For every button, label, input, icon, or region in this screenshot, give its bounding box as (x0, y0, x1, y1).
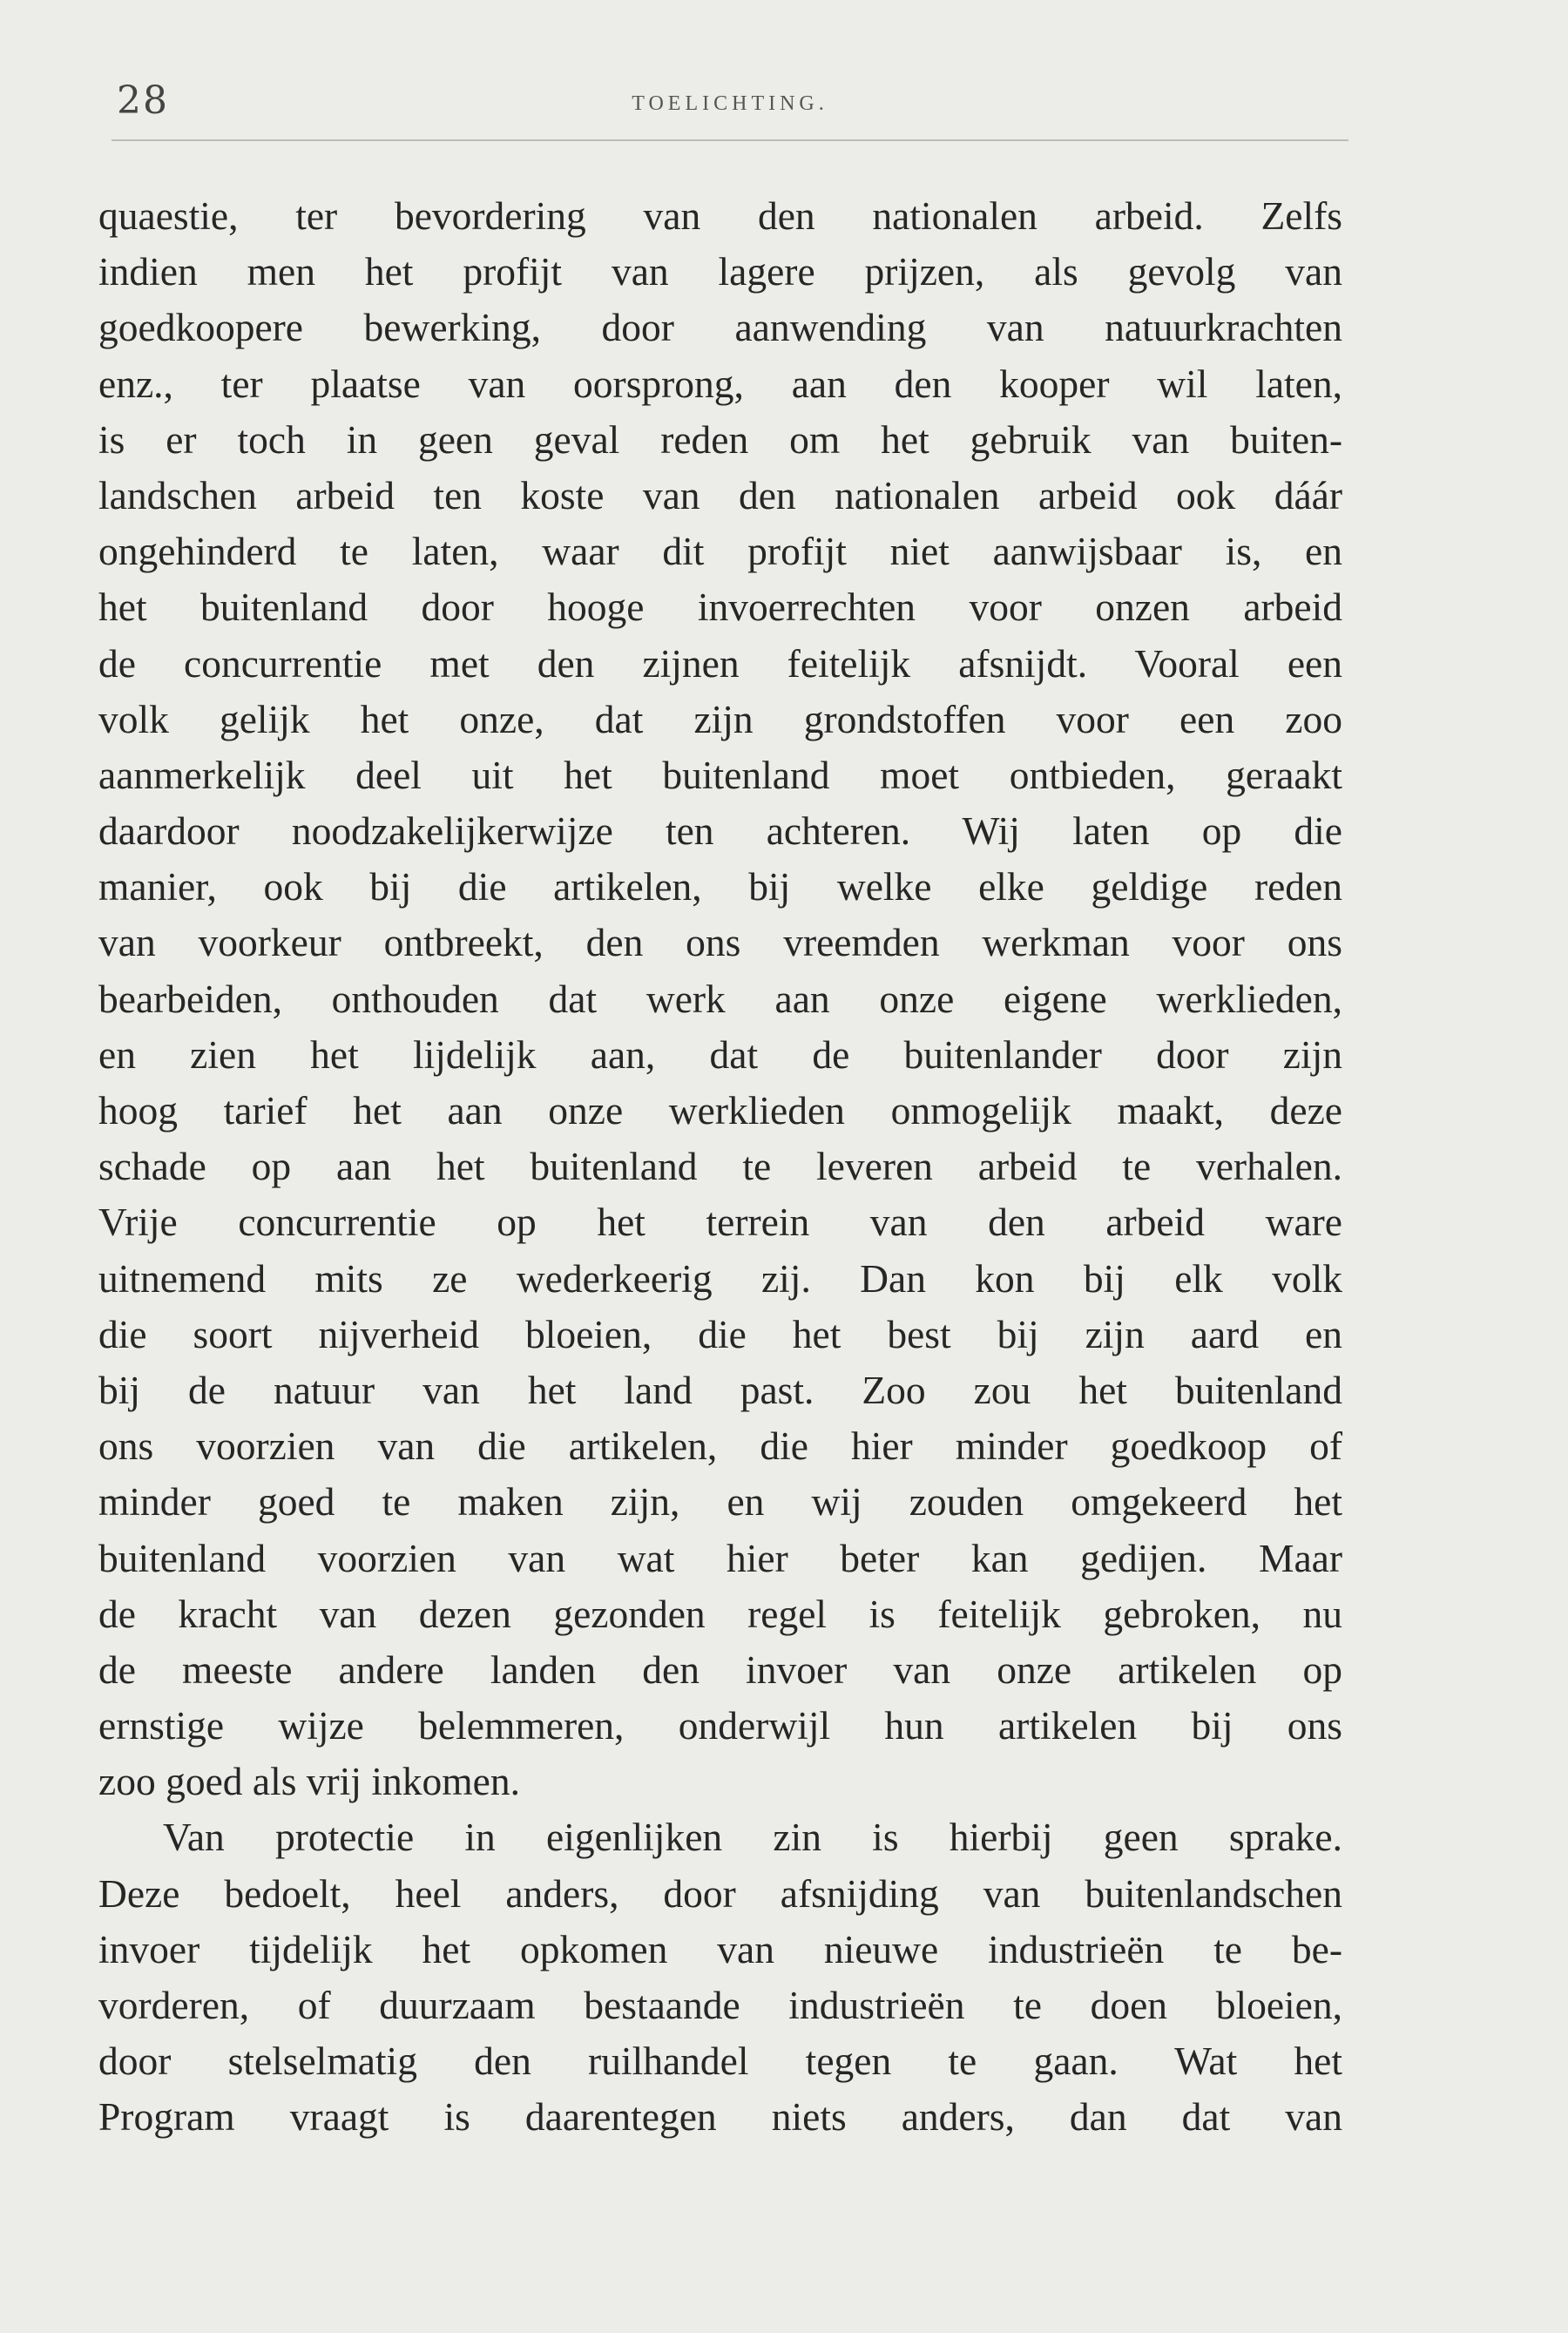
page-number: 28 (117, 78, 169, 123)
text-line: daardoor noodzakelijkerwijze ten achteren. Wij laten op die (98, 808, 1342, 854)
text-line: is er toch in geen geval reden om het gebruik van buiten- (98, 416, 1342, 462)
text-line: bij de natuur van het land past. Zoo zou het buitenland (98, 1367, 1342, 1412)
text-line: hoog tarief het aan onze werklieden onmogelijk maakt, deze (98, 1088, 1342, 1133)
text-line: quaestie, ter bevordering van den nationalen arbeid. Zelfs (98, 193, 1342, 238)
text-line: Vrije concurrentie op het terrein van den arbeid ware (98, 1200, 1342, 1245)
text-line: van voorkeur ontbreekt, den ons vreemden werkman voor ons (98, 920, 1342, 965)
body-text (98, 188, 1342, 2146)
text-line: Van protectie in eigenlijken zin is hierbij geen sprake. (163, 1815, 1342, 1860)
text-line: buitenland voorzien van wat hier beter kan gedijen. Maar (98, 1535, 1342, 1580)
text-line: de concurrentie met den zijnen feitelijk afsnijdt. Vooral een (98, 640, 1342, 686)
text-line: aanmerkelijk deel uit het buitenland moet ontbieden, geraakt (98, 752, 1342, 797)
text-line: zoo goed als vrij inkomen. (98, 1759, 520, 1804)
text-line: bearbeiden, onthouden dat werk aan onze eigene werklieden, (98, 976, 1342, 1021)
text-line: ons voorzien van die artikelen, die hier minder goedkoop of (98, 1423, 1342, 1469)
text-line: landschen arbeid ten koste van den nationalen arbeid ook dáár (98, 472, 1342, 517)
text-line: Deze bedoelt, heel anders, door afsnijding van buitenlandschen (98, 1870, 1342, 1916)
text-line: uitnemend mits ze wederkeerig zij. Dan kon bij elk volk (98, 1255, 1342, 1301)
text-line: die soort nijverheid bloeien, die het best bij zijn aard en (98, 1311, 1342, 1356)
text-line: de kracht van dezen gezonden regel is feitelijk gebroken, nu (98, 1591, 1342, 1636)
text-line: door stelselmatig den ruilhandel tegen te gaan. Wat het (98, 2039, 1342, 2084)
text-line: volk gelijk het onze, dat zijn grondstoffen voor een zoo (98, 696, 1342, 741)
running-title: TOELICHTING. (632, 92, 828, 115)
page-header (112, 78, 1348, 141)
text-line: het buitenland door hooge invoerrechten voor onzen arbeid (98, 585, 1342, 630)
text-line: minder goed te maken zijn, en wij zouden omgekeerd het (98, 1479, 1342, 1525)
text-line: en zien het lijdelijk aan, dat de buitenlander door zijn (98, 1031, 1342, 1077)
text-line: invoer tijdelijk het opkomen van nieuwe industrieën te be- (98, 1926, 1342, 1971)
text-line: ongehinderd te laten, waar dit profijt niet aanwijsbaar is, en (98, 529, 1342, 574)
text-line: de meeste andere landen den invoer van onze artikelen op (98, 1647, 1342, 1692)
text-line: enz., ter plaatse van oorsprong, aan den kooper wil laten, (98, 361, 1342, 406)
text-line: indien men het profijt van lagere prijzen, als gevolg van (98, 249, 1342, 294)
text-line: schade op aan het buitenland te leveren arbeid te verhalen. (98, 1144, 1342, 1189)
text-line: ernstige wijze belemmeren, onderwijl hun artikelen bij ons (98, 1703, 1342, 1748)
text-line: vorderen, of duurzaam bestaande industrieën te doen bloeien, (98, 1983, 1342, 2027)
text-line: goedkoopere bewerking, door aanwending van natuurkrachten (98, 305, 1342, 350)
text-line: manier, ook bij die artikelen, bij welke elke geldige reden (98, 864, 1342, 910)
text-line: Program vraagt is daarentegen niets anders, dan dat van (98, 2094, 1342, 2140)
